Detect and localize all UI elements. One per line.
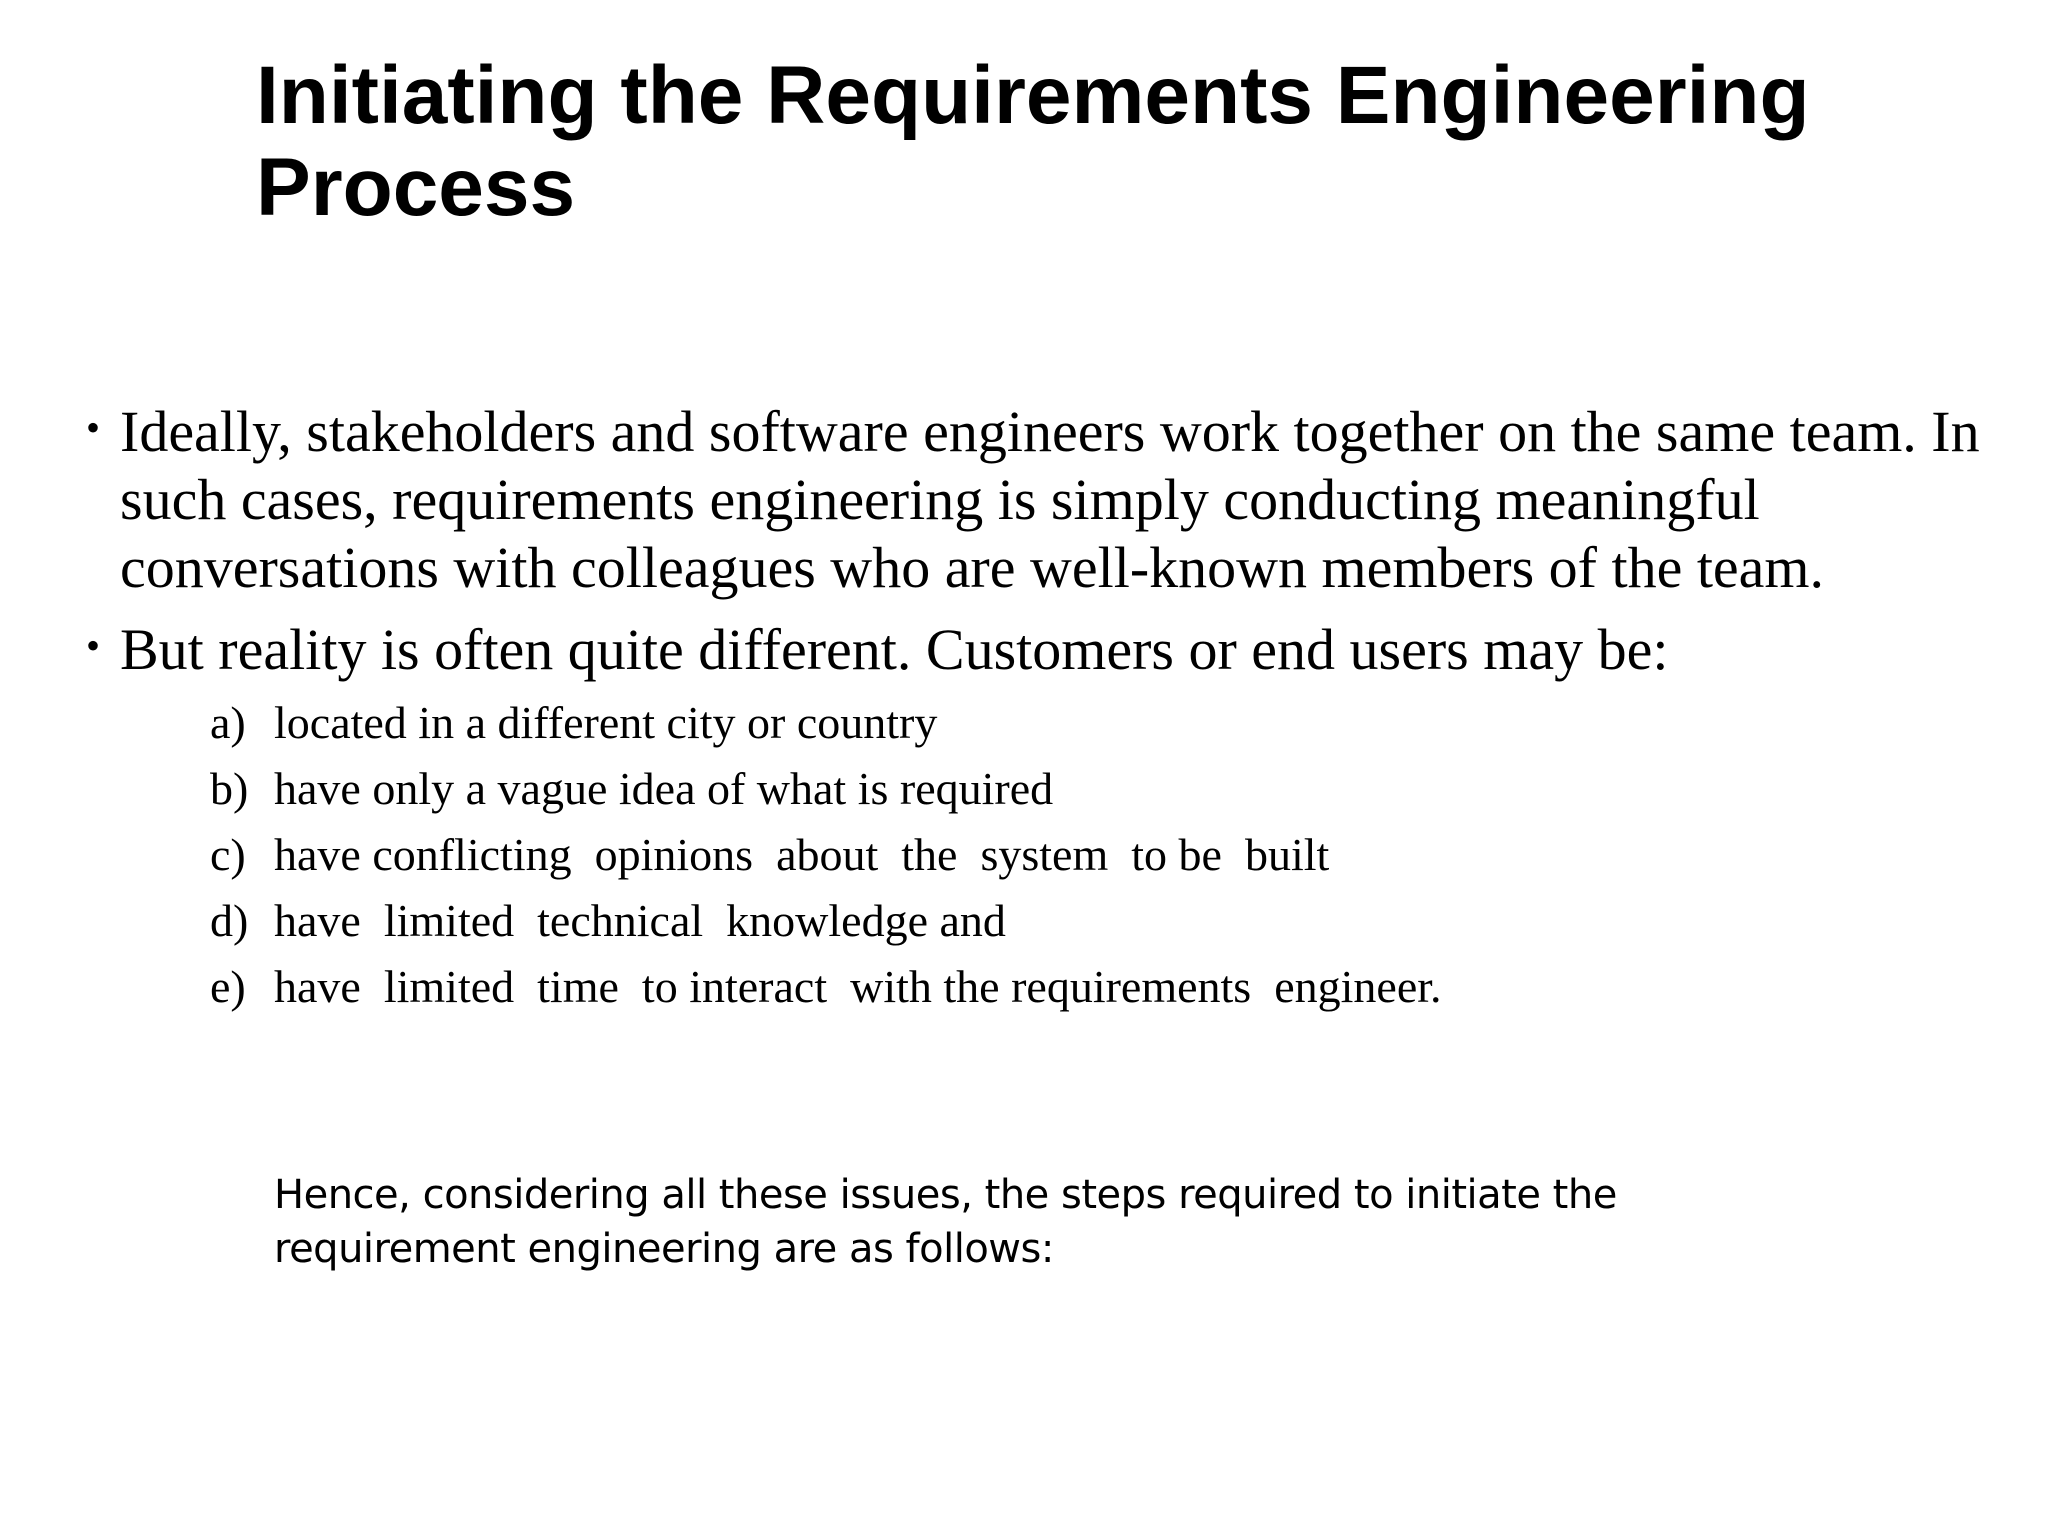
slide-title: Initiating the Requirements Engineering Process: [256, 50, 1810, 233]
conclusion-text: Hence, considering all these issues, the steps required to initiate the requirement engineering are as follows:: [274, 1172, 1617, 1272]
sub-list-marker: b): [210, 763, 249, 814]
sub-list-item: [120, 954, 2006, 1020]
sub-list-item: [120, 756, 2006, 822]
sub-list-text: have conflicting opinions about the system to be built: [274, 829, 1330, 880]
sub-list-text: have only a vague idea of what is required: [274, 763, 1054, 814]
bullet-item: [86, 616, 2006, 1020]
bullet-text: But reality is often quite different. Customers or end users may be:: [120, 617, 1669, 682]
sub-list-marker: d): [210, 895, 249, 946]
sub-list-text: have limited time to interact with the requirements engineer.: [274, 961, 1442, 1012]
bullet-text: Ideally, stakeholders and software engineers work together on the same team. In such cases, requirements engineering is simply conducting meaningful conversations with colleagues who are well-known members of the team.: [120, 399, 1980, 600]
sub-list-marker: e): [210, 961, 246, 1012]
sub-list-item: [120, 888, 2006, 954]
sub-list-text: have limited technical knowledge and: [274, 895, 1006, 946]
bullet-item: [86, 398, 2006, 602]
sub-list-item: [120, 690, 2006, 756]
bullet-list: [86, 398, 2006, 1034]
bullet-icon: •: [86, 405, 101, 450]
sub-list-text: located in a different city or country: [274, 697, 938, 748]
sub-list-marker: a): [210, 697, 246, 748]
sub-list: [120, 690, 2006, 1020]
bullet-icon: •: [86, 623, 101, 668]
sub-list-marker: c): [210, 829, 246, 880]
sub-list-item: [120, 822, 2006, 888]
